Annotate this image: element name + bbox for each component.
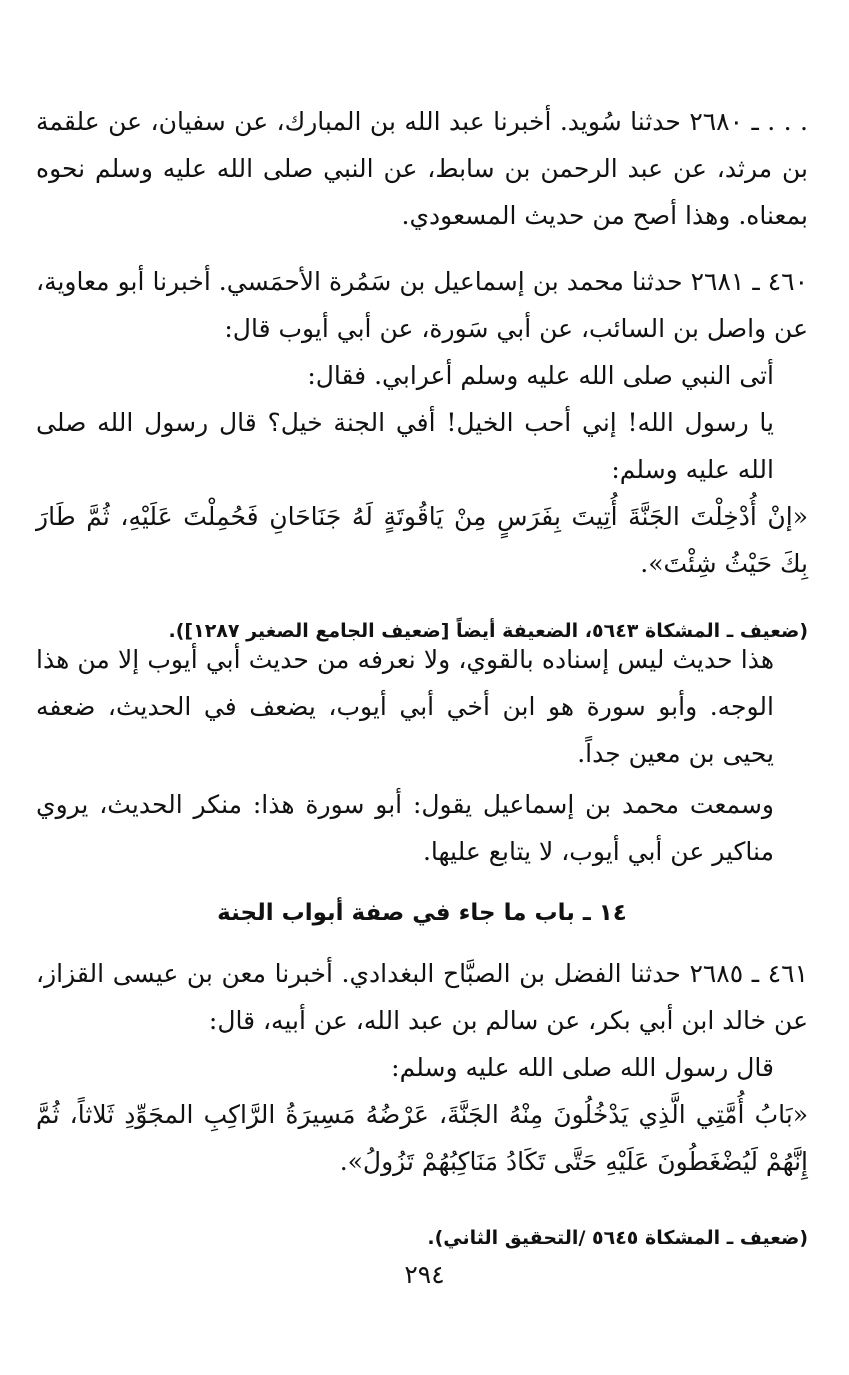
hadith-2681-line1: أتى النبي صلى الله عليه وسلم أعرابي. فقال: — [307, 361, 774, 390]
hadith-2685-line1: قال رسول الله صلى الله عليه وسلم: — [391, 1053, 774, 1082]
hadith-2681-commentary-2: وسمعت محمد بن إسماعيل يقول: أبو سورة هذا: منكر الحديث، يروي مناكير عن أبي أيوب، لا يتابع عليها. — [36, 790, 774, 866]
hadith-2681-block — [36, 258, 808, 587]
hadith-2681-quote: «إنْ أُدْخِلْتَ الجَنَّةَ أُتِيتَ بِفَرَسٍ مِنْ يَاقُوتَةٍ لَهُ جَنَاحَانِ فَحُمِلْتَ عَلَيْهِ، ثُمَّ طَارَ بِكَ حَيْثُ شِئْتَ». — [36, 502, 808, 578]
chapter-heading: ١٤ ـ باب ما جاء في صفة أبواب الجنة — [217, 900, 627, 926]
hadith-2680-text: . . . ـ ٢٦٨٠ حدثنا سُويد. أخبرنا عبد الله بن المبارك، عن سفيان، عن علقمة بن مرثد، عن عبد الرحمن بن سابط، عن النبي صلى الله عليه وسلم نحوه بمعناه. وهذا أصح من حديث المسعودي. — [36, 107, 808, 230]
hadith-2681-line2: يا رسول الله! إني أحب الخيل! أفي الجنة خيل؟ قال رسول الله صلى الله عليه وسلم: — [36, 408, 774, 484]
hadith-2681-commentary-block — [36, 636, 808, 777]
hadith-2680-block — [36, 98, 808, 239]
page-number: ٢٩٤ — [404, 1260, 445, 1289]
hadith-2685-grading: (ضعيف ـ المشكاة ٥٦٤٥ /التحقيق الثاني). — [427, 1227, 808, 1249]
hadith-2685-block — [36, 950, 808, 1185]
hadith-2685-quote: «بَابُ أُمَّتِي الَّذِي يَدْخُلُونَ مِنْهُ الجَنَّةَ، عَرْضُهُ مَسِيرَةُ الرَّاكِبِ المجَوِّدِ ثَلاثاً، ثُمَّ إِنَّهُمْ لَيُضْغَطُونَ عَلَيْهِ حَتَّى تَكَادُ مَنَاكِبُهُمْ تَزُولُ». — [36, 1100, 808, 1176]
hadith-2681-isnad: ٤٦٠ ـ ٢٦٨١ حدثنا محمد بن إسماعيل بن سَمُرة الأحمَسي. أخبرنا أبو معاوية، عن واصل بن السائب، عن أبي سَورة، عن أبي أيوب قال: — [36, 267, 809, 343]
hadith-2685-isnad: ٤٦١ ـ ٢٦٨٥ حدثنا الفضل بن الصبَّاح البغدادي. أخبرنا معن بن عيسى القزاز، عن خالد ابن أبي بكر، عن سالم بن عبد الله، عن أبيه، قال: — [36, 959, 809, 1035]
hadith-2681-commentary-1: هذا حديث ليس إسناده بالقوي، ولا نعرفه من حديث أبي أيوب إلا من هذا الوجه. وأبو سورة هو ابن أخي أبي أيوب، يضعف في الحديث، ضعفه يحيى بن معين جداً. — [36, 645, 774, 768]
hadith-2681-grading: (ضعيف ـ المشكاة ٥٦٤٣، الضعيفة أيضاً [ضعيف الجامع الصغير ١٢٨٧]). — [168, 620, 808, 642]
hadith-2681-commentary2-block — [36, 781, 808, 875]
